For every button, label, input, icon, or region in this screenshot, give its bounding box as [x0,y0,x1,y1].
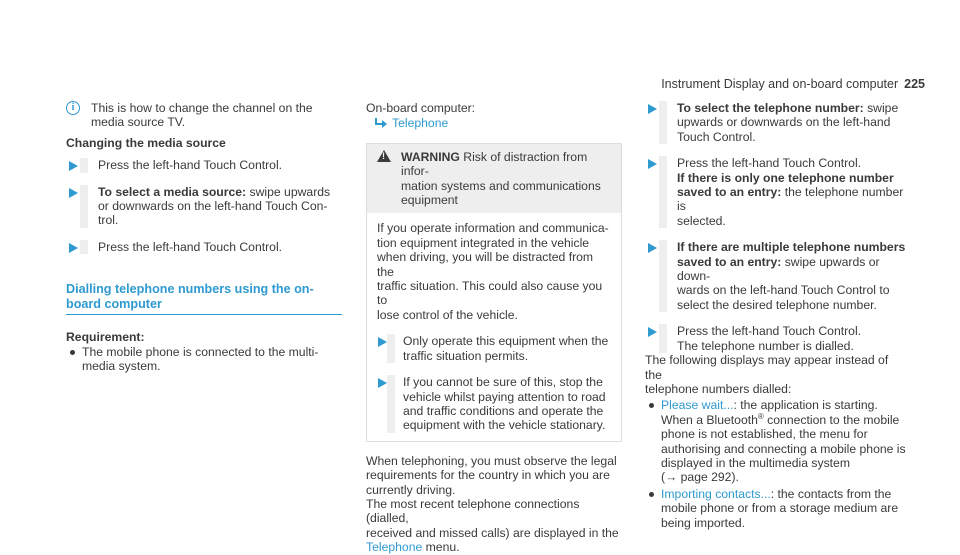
please-wait-text: Please wait... [661,398,734,413]
change-heading: Changing the media source [66,135,226,150]
importing-contacts-text: Importing contacts... [661,486,771,501]
step-arrow-icon [69,161,78,171]
warning-step-1: Only operate this equipment when the traffic situation permits. [377,334,613,363]
step-dial: Press the left-hand Touch Control. The telephone number is dialled. [645,324,907,353]
step-arrow-icon [69,188,78,198]
warning-triangle-icon: ! [377,150,391,162]
step-arrow-icon [648,159,657,169]
bullet-please-wait: Please wait...: the application is starting. When a Bluetooth® connection to the mobile phone is not established, the menu for authorising and connecting a mobile phone is displayed in the multimedia system (→ page 292). [645,398,907,484]
path-label: On-board computer: [366,101,476,115]
step-arrow-icon [648,243,657,253]
page-header [661,77,925,91]
note-line-1: This is how to change the channel on the [91,101,313,115]
info-note [66,101,342,130]
warning-body: If you operate information and communica- tion equipment integrated in the vehicle when driving, you will be distracted from the traffic situation. This could also cause you to lose control of the vehicle. Only operate this equipment when the traffic situation permits. If you cannot be sure of this, stop the vehicle whilst paying attention to road and traffic conditions and operate the equipment with the vehicle stationary. [367,213,621,440]
requirement-item: The mobile phone is connected to the multi- media system. [66,345,342,374]
step-2-bold: To select a media source: [98,184,247,199]
step-multiple-numbers: If there are multiple telephone numbers saved to an entry: swipe upwards or down- wards on the left-hand Touch Control to select the desired telephone number. [645,240,907,312]
step-press-control: Press the left-hand Touch Control. If there is only one telephone number saved to an entry: the telephone number is selected. [645,156,907,228]
step-select-number: To select the telephone number: swipe upwards or downwards on the left-hand Touch Control. [645,101,907,144]
heading-rule [66,314,342,315]
step-2-line-3: trol. [98,213,119,228]
info-icon: i [66,101,80,115]
bullet-icon [649,403,654,408]
header-title: Instrument Display and on-board computer [661,77,899,91]
column-3 [645,101,907,530]
menu-path [366,116,622,130]
step-arrow-icon [648,104,657,114]
step-1-text: Press the left-hand Touch Control. [98,158,283,173]
warning-box [366,143,622,442]
step-2-line-2: or downwards on the left-hand Touch Con- [98,199,328,214]
bullet-icon [649,492,654,497]
path-arrow-icon [374,118,386,128]
step-1 [66,158,342,172]
step-3 [66,240,342,254]
step-arrow-icon [378,378,387,388]
step-arrow-icon [378,337,387,347]
warning-step-2: If you cannot be sure of this, stop the vehicle whilst paying attention to road and traffic conditions and operate the equipment with the vehicle stationary. [377,375,613,433]
bullet-importing: Importing contacts...: the contacts from the mobile phone or from a storage medium are being imported. [645,487,907,530]
displays-intro: The following displays may appear instead of the telephone numbers dialled: [645,353,889,396]
step-3-text: Press the left-hand Touch Control. [98,239,283,254]
requirement-label: Requirement: [66,330,145,345]
page-number: 225 [904,77,925,91]
telephone-menu-link: Telephone [366,540,423,555]
step-2-rest: swipe upwards [246,184,331,199]
page-reference: (→ page 292). [661,470,739,485]
note-line-2: media source TV. [91,115,186,130]
step-arrow-icon [648,327,657,337]
step-arrow-icon [69,243,78,253]
warning-label: WARNING [401,149,460,164]
bullet-icon [70,350,75,355]
telephone-paragraph: When telephoning, you must observe the legal requirements for the country in which you are currently driving. The most recent telephone connections (dialled, received and missed calls) are displayed in the Telephone menu. [366,453,619,555]
path-item-telephone: Telephone [392,116,449,131]
step-2 [66,185,342,228]
column-1 [66,101,342,373]
column-2 [366,101,622,555]
section-heading: Dialling telephone numbers using the on- board computer [66,282,314,312]
warning-header: ! WARNING Risk of distraction from infor- mation systems and communications equipment [367,144,621,214]
